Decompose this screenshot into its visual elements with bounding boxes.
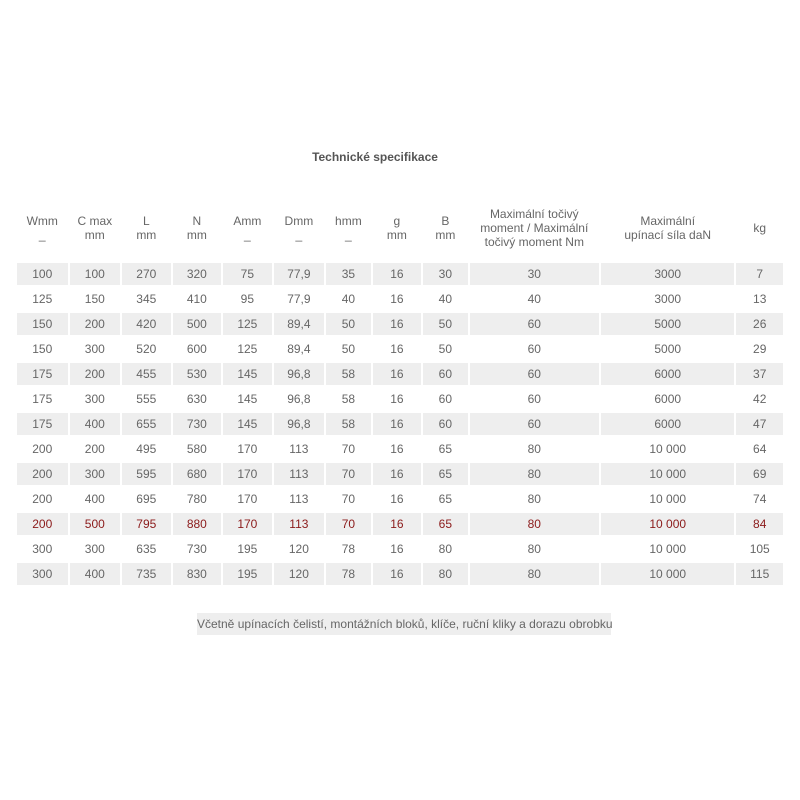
table-cell: 47 <box>736 413 783 435</box>
table-cell: 555 <box>122 388 171 410</box>
table-cell: 410 <box>173 288 222 310</box>
table-cell: 3000 <box>601 263 734 285</box>
table-cell: 400 <box>70 413 121 435</box>
table-cell: 195 <box>223 563 272 585</box>
table-cell: 70 <box>326 438 370 460</box>
table-row <box>17 463 783 485</box>
table-cell: 89,4 <box>274 313 325 335</box>
table-cell: 64 <box>736 438 783 460</box>
table-cell: 16 <box>373 313 422 335</box>
table-cell: 170 <box>223 463 272 485</box>
table-cell: 40 <box>423 288 467 310</box>
table-cell: 115 <box>736 563 783 585</box>
table-cell: 80 <box>423 563 467 585</box>
column-header-line: Wmm <box>26 214 58 228</box>
table-cell: 455 <box>122 363 171 385</box>
table-cell: 16 <box>373 538 422 560</box>
table-cell: 730 <box>173 413 222 435</box>
table-cell: 5000 <box>601 313 734 335</box>
column-header-unit: _ <box>295 228 303 242</box>
table-cell: 270 <box>122 263 171 285</box>
table-cell: 200 <box>17 463 68 485</box>
table-cell: 125 <box>223 338 272 360</box>
column-header-line: g <box>393 214 401 228</box>
table-row <box>17 538 783 560</box>
table-cell: 16 <box>373 363 422 385</box>
table-row <box>17 513 783 535</box>
table-cell: 145 <box>223 388 272 410</box>
table-cell: 60 <box>470 338 599 360</box>
table-cell: 7 <box>736 263 783 285</box>
table-cell: 400 <box>70 488 121 510</box>
column-header-unit: mm <box>136 228 157 242</box>
table-cell: 200 <box>70 438 121 460</box>
table-cell: 580 <box>173 438 222 460</box>
table-cell: 40 <box>326 288 370 310</box>
table-cell: 175 <box>17 363 68 385</box>
table-cell: 630 <box>173 388 222 410</box>
table-cell: 10 000 <box>601 538 734 560</box>
table-cell: 200 <box>70 363 121 385</box>
table-row <box>17 263 783 285</box>
table-cell: 58 <box>326 413 370 435</box>
table-cell: 695 <box>122 488 171 510</box>
table-cell: 29 <box>736 338 783 360</box>
column-header-line: Maximální <box>640 214 696 228</box>
table-cell: 200 <box>17 438 68 460</box>
table-cell: 74 <box>736 488 783 510</box>
table-cell: 16 <box>373 263 422 285</box>
table-cell: 26 <box>736 313 783 335</box>
table-cell: 880 <box>173 513 222 535</box>
table-cell: 3000 <box>601 288 734 310</box>
table-cell: 65 <box>423 488 467 510</box>
table-cell: 16 <box>373 488 422 510</box>
table-cell: 50 <box>326 338 370 360</box>
table-cell: 300 <box>70 388 121 410</box>
table-cell: 65 <box>423 513 467 535</box>
table-cell: 78 <box>326 563 370 585</box>
table-cell: 320 <box>173 263 222 285</box>
table-cell: 680 <box>173 463 222 485</box>
column-header-unit: _ <box>345 228 352 242</box>
table-cell: 80 <box>470 438 599 460</box>
table-row <box>17 313 783 335</box>
table-cell: 400 <box>70 563 121 585</box>
table-cell: 96,8 <box>274 413 325 435</box>
table-cell: 30 <box>423 263 467 285</box>
table-cell: 16 <box>373 388 422 410</box>
table-cell: 96,8 <box>274 388 325 410</box>
column-header-unit: mm <box>84 228 105 242</box>
column-header <box>274 196 325 260</box>
table-cell: 300 <box>70 463 121 485</box>
table-cell: 735 <box>122 563 171 585</box>
column-header <box>736 196 783 260</box>
table-cell: 6000 <box>601 413 734 435</box>
table-cell: 58 <box>326 388 370 410</box>
column-header-line: Maximální točivý moment / Maximální točivý moment Nm <box>480 207 589 249</box>
table-cell: 89,4 <box>274 338 325 360</box>
table-cell: 70 <box>326 513 370 535</box>
table-cell: 795 <box>122 513 171 535</box>
table-cell: 195 <box>223 538 272 560</box>
column-header-unit: _ <box>244 228 251 242</box>
column-header-unit: mm <box>386 228 407 242</box>
column-header-unit: upínací síla daN <box>624 228 712 242</box>
table-cell: 75 <box>223 263 272 285</box>
table-cell: 69 <box>736 463 783 485</box>
table-row <box>17 338 783 360</box>
table-cell: 125 <box>17 288 68 310</box>
table-cell: 830 <box>173 563 222 585</box>
table-cell: 70 <box>326 463 370 485</box>
table-row <box>17 363 783 385</box>
table-cell: 600 <box>173 338 222 360</box>
table-cell: 635 <box>122 538 171 560</box>
table-cell: 60 <box>423 388 467 410</box>
table-cell: 96,8 <box>274 363 325 385</box>
table-cell: 780 <box>173 488 222 510</box>
table-cell: 300 <box>17 563 68 585</box>
table-cell: 80 <box>470 563 599 585</box>
table-cell: 78 <box>326 538 370 560</box>
table-cell: 170 <box>223 488 272 510</box>
column-header <box>17 196 68 260</box>
table-cell: 105 <box>736 538 783 560</box>
table-cell: 70 <box>326 488 370 510</box>
table-cell: 6000 <box>601 363 734 385</box>
table-cell: 60 <box>470 363 599 385</box>
table-cell: 170 <box>223 513 272 535</box>
table-cell: 60 <box>423 363 467 385</box>
table-cell: 113 <box>274 513 325 535</box>
table-cell: 655 <box>122 413 171 435</box>
table-cell: 13 <box>736 288 783 310</box>
table-row <box>17 388 783 410</box>
table-cell: 30 <box>470 263 599 285</box>
table-cell: 125 <box>223 313 272 335</box>
table-cell: 77,9 <box>274 288 325 310</box>
table-cell: 16 <box>373 288 422 310</box>
column-header-unit: mm <box>186 228 207 242</box>
table-cell: 730 <box>173 538 222 560</box>
column-header-line: C max <box>77 214 113 228</box>
table-cell: 10 000 <box>601 438 734 460</box>
table-cell: 345 <box>122 288 171 310</box>
table-cell: 60 <box>423 413 467 435</box>
column-header-line: hmm <box>335 214 362 228</box>
table-cell: 145 <box>223 413 272 435</box>
table-cell: 200 <box>17 513 68 535</box>
column-header <box>470 196 599 260</box>
table-cell: 84 <box>736 513 783 535</box>
page-title: Technické specifikace <box>312 150 438 164</box>
table-cell: 150 <box>17 338 68 360</box>
table-cell: 42 <box>736 388 783 410</box>
table-cell: 10 000 <box>601 488 734 510</box>
table-cell: 60 <box>470 313 599 335</box>
table-cell: 95 <box>223 288 272 310</box>
table-cell: 50 <box>423 313 467 335</box>
column-header <box>173 196 222 260</box>
table-cell: 5000 <box>601 338 734 360</box>
table-row <box>17 438 783 460</box>
table-cell: 170 <box>223 438 272 460</box>
table-cell: 150 <box>70 288 121 310</box>
table-cell: 60 <box>470 388 599 410</box>
table-cell: 80 <box>470 463 599 485</box>
table-cell: 175 <box>17 413 68 435</box>
table-cell: 150 <box>17 313 68 335</box>
table-body <box>17 263 783 585</box>
table-row <box>17 488 783 510</box>
table-cell: 80 <box>470 488 599 510</box>
table-cell: 16 <box>373 563 422 585</box>
column-header-unit: mm <box>435 228 456 242</box>
table-cell: 300 <box>17 538 68 560</box>
table-row <box>17 563 783 585</box>
column-header-line: L <box>142 214 150 228</box>
column-header <box>423 196 467 260</box>
table-cell: 10 000 <box>601 463 734 485</box>
table-cell: 65 <box>423 438 467 460</box>
column-header-line: kg <box>753 221 767 235</box>
table-cell: 16 <box>373 438 422 460</box>
table-cell: 50 <box>423 338 467 360</box>
table-cell: 58 <box>326 363 370 385</box>
table-cell: 6000 <box>601 388 734 410</box>
table-cell: 77,9 <box>274 263 325 285</box>
table-cell: 300 <box>70 538 121 560</box>
column-header-line: Amm <box>233 214 262 228</box>
table-cell: 60 <box>470 413 599 435</box>
table-cell: 65 <box>423 463 467 485</box>
column-header <box>122 196 171 260</box>
table-cell: 595 <box>122 463 171 485</box>
table-cell: 80 <box>423 538 467 560</box>
column-header-line: B <box>441 214 450 228</box>
table-cell: 175 <box>17 388 68 410</box>
column-header-line: Dmm <box>284 214 314 228</box>
column-header-line: N <box>192 214 202 228</box>
table-cell: 16 <box>373 513 422 535</box>
table-cell: 420 <box>122 313 171 335</box>
table-cell: 16 <box>373 413 422 435</box>
column-header <box>70 196 121 260</box>
table-cell: 100 <box>70 263 121 285</box>
table-cell: 500 <box>70 513 121 535</box>
table-cell: 10 000 <box>601 563 734 585</box>
table-cell: 80 <box>470 538 599 560</box>
table-cell: 113 <box>274 488 325 510</box>
table-cell: 120 <box>274 563 325 585</box>
table-cell: 10 000 <box>601 513 734 535</box>
table-cell: 35 <box>326 263 370 285</box>
column-header <box>326 196 370 260</box>
table-cell: 200 <box>70 313 121 335</box>
table-cell: 50 <box>326 313 370 335</box>
table-cell: 80 <box>470 513 599 535</box>
footnote: Včetně upínacích čelistí, montážních bloků, klíče, ruční kliky a dorazu obrobku <box>197 613 611 635</box>
table-cell: 495 <box>122 438 171 460</box>
table-cell: 37 <box>736 363 783 385</box>
table-cell: 520 <box>122 338 171 360</box>
table-cell: 100 <box>17 263 68 285</box>
table-cell: 120 <box>274 538 325 560</box>
column-header-unit: _ <box>38 228 46 242</box>
table-cell: 16 <box>373 338 422 360</box>
table-cell: 40 <box>470 288 599 310</box>
table-cell: 16 <box>373 463 422 485</box>
table-cell: 530 <box>173 363 222 385</box>
column-header <box>373 196 422 260</box>
table-cell: 500 <box>173 313 222 335</box>
table-cell: 145 <box>223 363 272 385</box>
table-cell: 113 <box>274 438 325 460</box>
spec-table <box>15 193 785 588</box>
table-cell: 300 <box>70 338 121 360</box>
table-cell: 113 <box>274 463 325 485</box>
table-cell: 200 <box>17 488 68 510</box>
table-row <box>17 288 783 310</box>
table-row <box>17 413 783 435</box>
column-header <box>601 196 734 260</box>
header-row <box>17 196 783 260</box>
column-header <box>223 196 272 260</box>
